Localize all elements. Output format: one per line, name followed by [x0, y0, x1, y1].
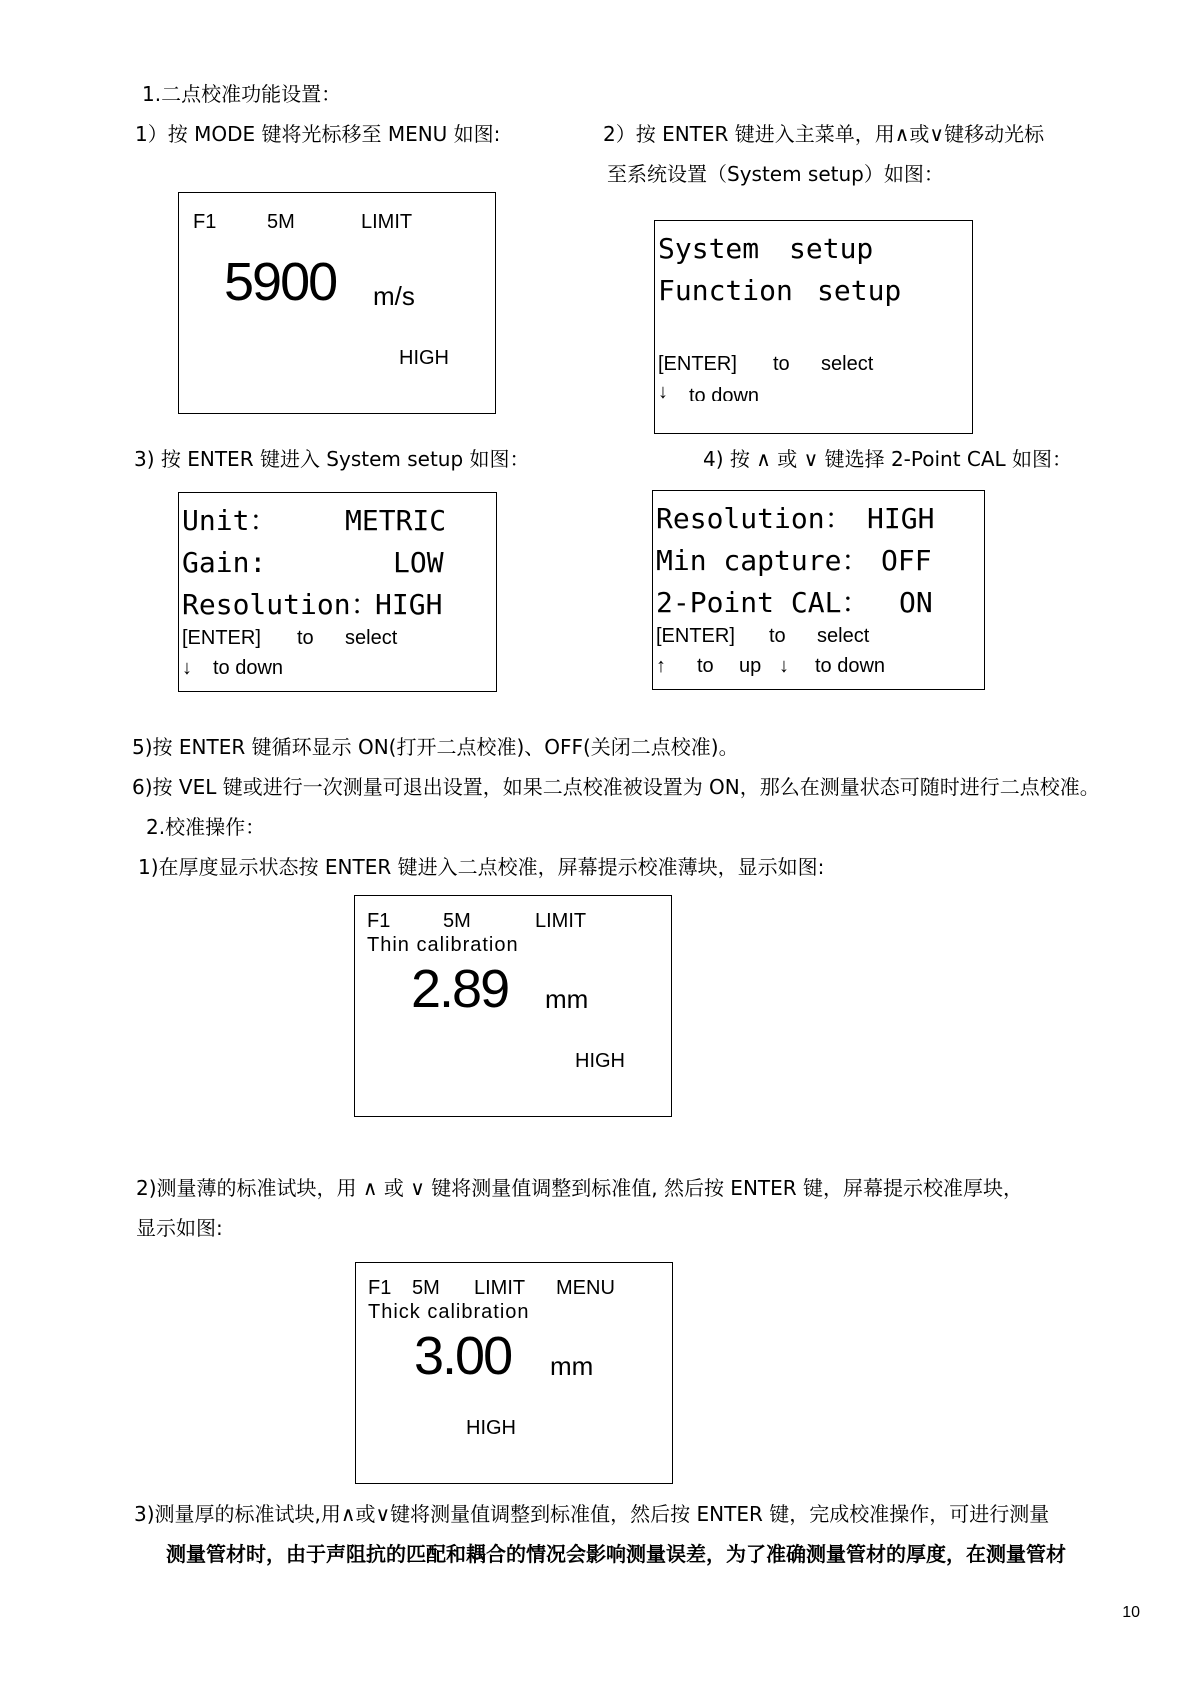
lcd-f1: F1: [367, 910, 391, 932]
two-point-cal-value: ON: [899, 586, 933, 619]
step2-text-line1: 2）按 ENTER 键进入主菜单，用∧或∨键移动光标: [603, 122, 1045, 146]
lcd-screen-thick-cal: [355, 1262, 673, 1484]
menu-function: Function: [658, 274, 793, 307]
gain-value: LOW: [393, 546, 444, 579]
lcd-screen-thin-cal: [354, 895, 672, 1117]
pipe-measurement-note: 测量管材时，由于声阻抗的匹配和耦合的情况会影响测量误差，为了准确测量管材的厚度，在测量管材: [166, 1542, 1066, 1566]
hint-to: to: [773, 353, 790, 375]
lcd-value: 5900: [224, 252, 337, 312]
step4-text: 4) 按 ∧ 或 ∨ 键选择 2-Point CAL 如图：: [703, 447, 1073, 471]
hint-to: to: [769, 625, 786, 647]
down-arrow-icon: ↓: [658, 381, 668, 401]
lcd-value: 2.89: [411, 959, 509, 1019]
lcd-f1: F1: [193, 211, 217, 233]
gain-label: Gain:: [182, 546, 267, 579]
unit-label: Unit：: [182, 504, 278, 537]
lcd-unit: m/s: [373, 281, 415, 311]
hint-enter: [ENTER]: [658, 353, 737, 375]
thin-cal-prompt: Thin calibration: [367, 934, 519, 956]
lcd-limit: LIMIT: [361, 211, 413, 233]
step2-text-line2: 至系统设置（System setup）如图：: [607, 162, 944, 186]
lcd-limit: LIMIT: [535, 910, 587, 932]
up-arrow-icon: ↑: [656, 655, 666, 677]
resolution-value: HIGH: [375, 588, 443, 621]
page-number: 10: [1122, 1604, 1140, 1621]
hint-select: select: [821, 353, 874, 375]
hint-to-down: to down: [689, 385, 760, 401]
lcd-unit: mm: [545, 984, 589, 1014]
resolution-value: HIGH: [867, 502, 935, 535]
lcd-unit: mm: [550, 1351, 594, 1381]
lcd-probe: 5M: [267, 211, 295, 233]
step5-text: 5)按 ENTER 键循环显示 ON(打开二点校准)、OFF(关闭二点校准)。: [132, 735, 739, 759]
cal-step2-text-line2: 显示如图:: [136, 1216, 223, 1240]
lcd-screen-system-setup: [178, 492, 497, 692]
menu-system-setup: setup: [789, 232, 874, 265]
down-arrow-icon: ↓: [182, 657, 192, 679]
hint-to-down: to down: [213, 657, 284, 679]
hint-to: to: [297, 627, 314, 649]
lcd-resolution: HIGH: [466, 1417, 516, 1439]
hint-to-down: to down: [815, 655, 886, 677]
lcd-limit: LIMIT: [474, 1277, 526, 1299]
hint-up: up: [739, 655, 762, 677]
unit-value: METRIC: [345, 504, 447, 537]
section2-heading: 2.校准操作：: [146, 815, 266, 839]
lcd-screen-main-menu: [654, 220, 973, 434]
resolution-label: Resolution：: [182, 588, 379, 621]
cal-step3-text: 3)测量厚的标准试块,用∧或∨键将测量值调整到标准值，然后按 ENTER 键，完成校准操作，可进行测量: [134, 1502, 1050, 1526]
cal-step2-text-line1: 2)测量薄的标准试块，用 ∧ 或 ∨ 键将测量值调整到标准值, 然后按 ENTER 键，屏幕提示校准厚块，: [136, 1176, 1024, 1200]
step1-text: 1）按 MODE 键将光标移至 MENU 如图:: [135, 122, 501, 146]
lcd-screen-menu: [178, 192, 496, 414]
cal-step1-text: 1)在厚度显示状态按 ENTER 键进入二点校准，屏幕提示校准薄块，显示如图:: [138, 855, 825, 879]
lcd-resolution: HIGH: [575, 1050, 625, 1072]
lcd-screen-two-point-cal: [652, 490, 985, 690]
lcd-probe: 5M: [443, 910, 471, 932]
hint-enter: [ENTER]: [656, 625, 735, 647]
thick-cal-prompt: Thick calibration: [368, 1301, 530, 1323]
min-capture-value: OFF: [881, 544, 932, 577]
hint-select: select: [345, 627, 398, 649]
two-point-cal-label: 2-Point CAL：: [656, 586, 870, 619]
menu-function-setup: setup: [817, 274, 902, 307]
lcd-f1: F1: [368, 1277, 392, 1299]
hint-select: select: [817, 625, 870, 647]
lcd-resolution: HIGH: [399, 347, 449, 369]
step6-text: 6)按 VEL 键或进行一次测量可退出设置，如果二点校准被设置为 ON，那么在测量状态可随时进行二点校准。: [132, 775, 1100, 799]
step3-text: 3) 按 ENTER 键进入 System setup 如图：: [134, 447, 530, 471]
lcd-value: 3.00: [414, 1326, 512, 1386]
min-capture-label: Min capture：: [656, 544, 870, 577]
lcd-menu: MENU: [556, 1277, 615, 1299]
lcd-probe: 5M: [412, 1277, 440, 1299]
down-arrow-icon: ↓: [779, 655, 789, 677]
resolution-label: Resolution：: [656, 502, 853, 535]
section1-heading: 1.二点校准功能设置：: [142, 82, 342, 106]
menu-system: System: [658, 232, 760, 265]
hint-to: to: [697, 655, 714, 677]
hint-enter: [ENTER]: [182, 627, 261, 649]
